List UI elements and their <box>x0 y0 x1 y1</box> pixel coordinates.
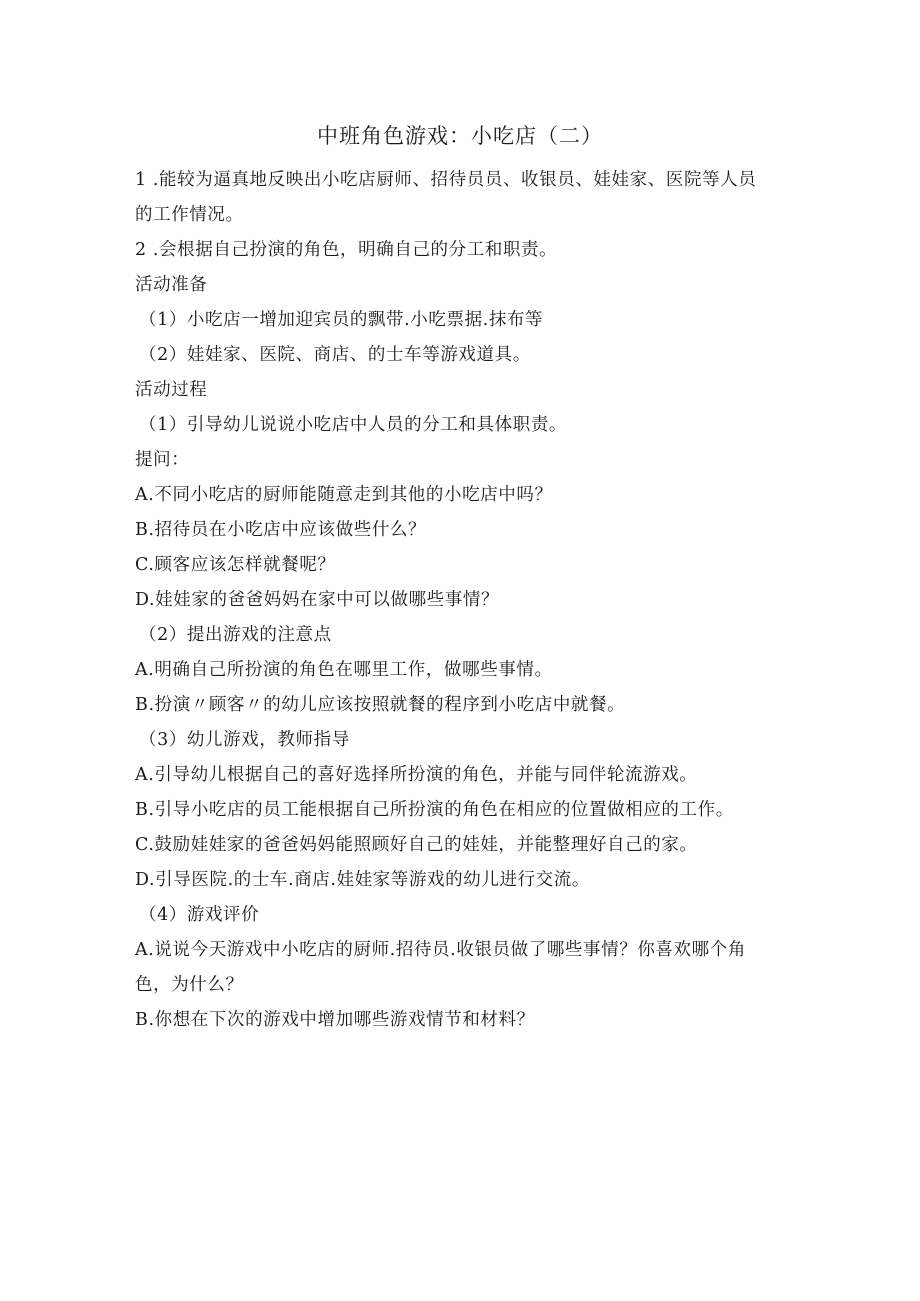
preparation-item-2: （2）娃娃家、医院、商店、的士车等游戏道具。 <box>139 345 531 365</box>
section-heading-preparation: 活动准备 <box>135 275 208 295</box>
objective-line-2: 2 .会根据自己扮演的角色，明确自己的分工和职责。 <box>135 240 558 260</box>
process-step-2: （2）提出游戏的注意点 <box>139 625 332 645</box>
evaluation-a-continued: 色，为什么？ <box>135 975 244 995</box>
process-step-4: （4）游戏评价 <box>139 905 260 925</box>
question-d: D.娃娃家的爸爸妈妈在家中可以做哪些事情？ <box>135 590 500 610</box>
document-title: 中班角色游戏：小吃店（二） <box>317 124 603 148</box>
evaluation-a: A.说说今天游戏中小吃店的厨师.招待员.收银员做了哪些事情？你喜欢哪个角 <box>135 940 746 960</box>
document-body <box>135 163 795 1038</box>
section-heading-process: 活动过程 <box>135 380 208 400</box>
questions-label: 提问： <box>135 450 190 470</box>
objective-line-1: 1 .能较为逼真地反映出小吃店厨师、招待员员、收银员、娃娃家、医院等人员 <box>135 170 757 190</box>
guidance-a: A.引导幼儿根据自己的喜好选择所扮演的角色，并能与同伴轮流游戏。 <box>135 765 698 785</box>
process-step-3: （3）幼儿游戏，教师指导 <box>139 730 350 750</box>
preparation-item-1: （1）小吃店一增加迎宾员的飘带.小吃票据.抹布等 <box>139 310 544 330</box>
objective-line-1-continued: 的工作情况。 <box>135 205 244 225</box>
note-b: B.扮演〃顾客〃的幼儿应该按照就餐的程序到小吃店中就餐。 <box>135 695 626 715</box>
process-step-1: （1）引导幼儿说说小吃店中人员的分工和具体职责。 <box>139 415 568 435</box>
guidance-c: C.鼓励娃娃家的爸爸妈妈能照顾好自己的娃娃，并能整理好自己的家。 <box>135 835 698 855</box>
guidance-d: D.引导医院.的士车.商店.娃娃家等游戏的幼儿进行交流。 <box>135 870 590 890</box>
question-b: B.招待员在小吃店中应该做些什么？ <box>135 520 427 540</box>
guidance-b: B.引导小吃店的员工能根据自己所扮演的角色在相应的位置做相应的工作。 <box>135 800 734 820</box>
note-a: A.明确自己所扮演的角色在哪里工作，做哪些事情。 <box>135 660 553 680</box>
evaluation-b: B.你想在下次的游戏中增加哪些游戏情节和材料？ <box>135 1010 535 1030</box>
question-c: C.顾客应该怎样就餐呢？ <box>135 555 336 575</box>
question-a: A.不同小吃店的厨师能随意走到其他的小吃店中吗？ <box>135 485 553 505</box>
